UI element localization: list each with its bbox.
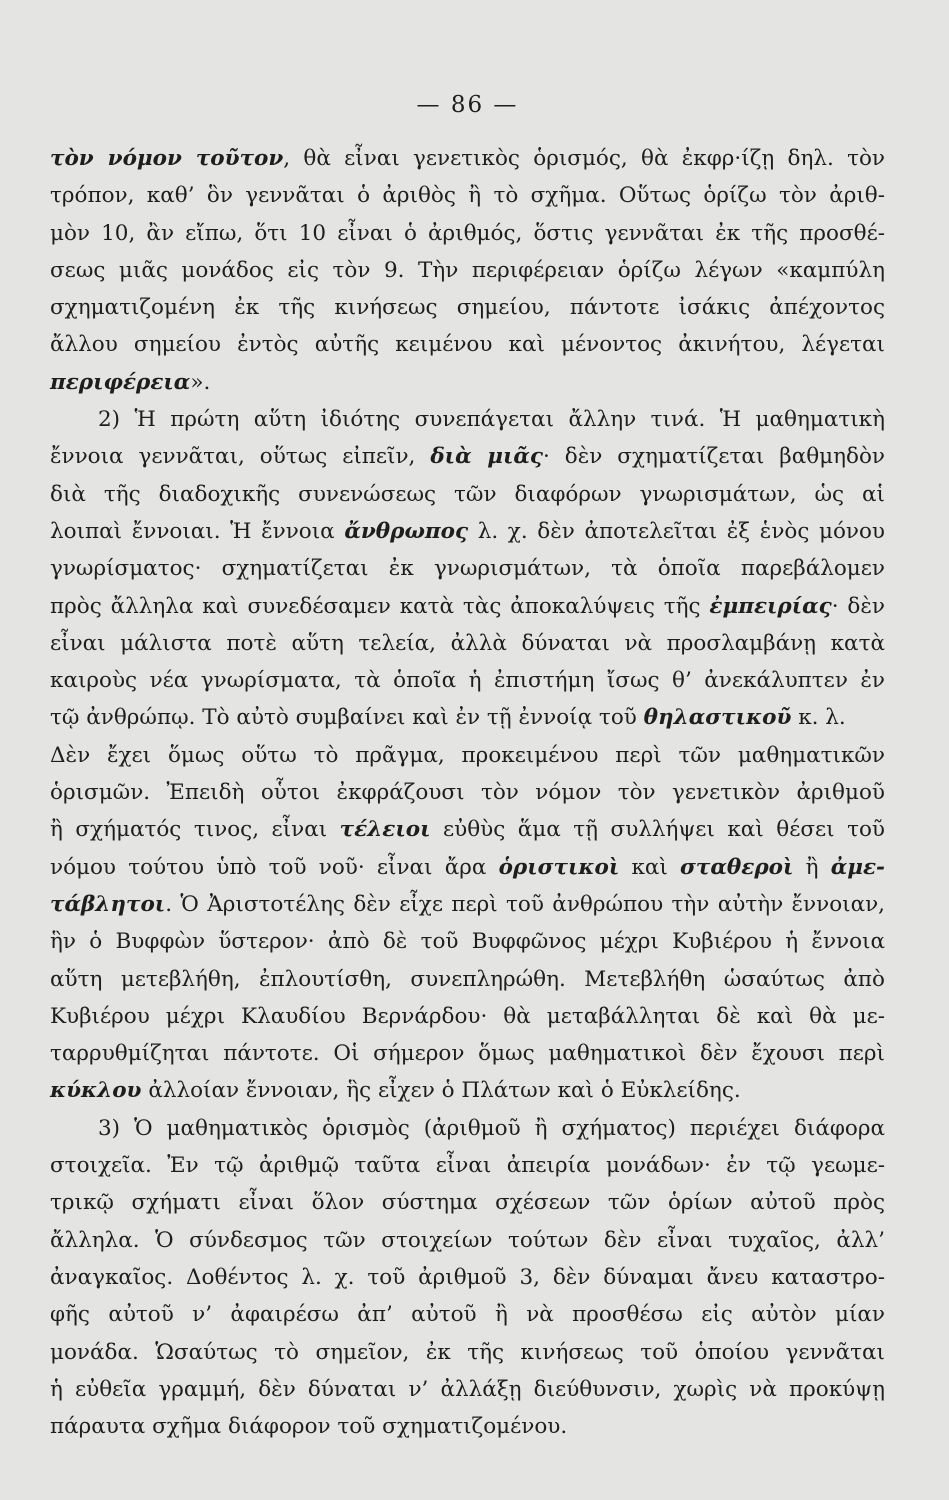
text-line [50,699,885,736]
text-line [50,252,885,289]
text-line [50,774,885,811]
text-segment: κ. λ. [791,705,846,731]
text-line [50,737,885,774]
text-line [50,886,885,923]
text-line [50,1259,885,1296]
text-segment: ἔννοια γεννᾶται, οὕτως εἰπεῖν, [50,444,431,470]
text-segment: · δὲν [831,593,885,619]
text-line [50,364,885,401]
text-segment: ἢ [793,854,831,880]
text-segment: εἶναι μάλιστα ποτὲ αὕτη τελεία, ἀλλὰ δύναται νὰ προσλαμβάνῃ κατὰ [50,630,885,656]
text-segment: σεως μιᾶς μονάδος εἰς τὸν 9. Τὴν περιφέρειαν ὁρίζω λέγων «καμπύλη [50,257,885,283]
text-segment: καὶ [619,854,681,880]
text-line [50,513,885,550]
text-line [50,476,885,513]
emphasized-term: διὰ μιᾶς [430,444,544,470]
text-segment: ἣν ὁ Βυφφὼν ὕστερον· ἀπὸ δὲ τοῦ Βυφφῶνος μέχρι Κυβιέρου ἡ ἔννοια [50,929,885,955]
text-segment: νόμου τούτου ὑπὸ τοῦ νοῦ· εἶναι ἄρα [50,854,499,880]
text-line [50,923,885,960]
emphasized-term: ἄνθρωπος [344,518,469,544]
text-line [50,1371,885,1408]
page-number: — 86 — [416,92,519,118]
text-line [50,1334,885,1371]
text-segment: ταρρυθμίζηται πάντοτε. Οἱ σήμερον ὅμως μαθηματικοὶ δὲν ἔχουσι περὶ [50,1041,885,1067]
text-segment: σχηματιζομένη ἐκ τῆς κινήσεως σημείου, πάντοτε ἰσάκις ἀπέχοντος [50,295,885,321]
text-line [50,1147,885,1184]
text-line [50,438,885,475]
text-segment: μονάδα. Ὡσαύτως τὸ σημεῖον, ἐκ τῆς κινήσεως τοῦ ὁποίου γεννᾶται [50,1339,885,1365]
text-segment: ἢ σχήματός τινος, εἶναι [50,817,340,843]
emphasized-term: ἀμε- [830,854,885,880]
text-segment: πάραυτα σχῆμα διάφορον τοῦ σχηματιζομένου. [50,1414,568,1440]
emphasized-term: σταθεροὶ [680,854,794,880]
text-line [50,140,885,177]
text-segment: εὐθὺς ἅμα τῇ συλλήψει καὶ θέσει τοῦ [430,817,885,843]
text-segment: τῷ ἀνθρώπῳ. Τὸ αὐτὸ συμβαίνει καὶ ἐν τῇ ἐννοίᾳ τοῦ [50,705,644,731]
emphasized-term: περιφέρεια [50,369,191,395]
body-text [50,140,885,1445]
text-line [50,961,885,998]
text-line [50,289,885,326]
text-segment: καιροὺς νέα γνωρίσματα, τὰ ὁποῖα ἡ ἐπιστήμη ἴσως θ’ ἀνεκάλυπτεν ἐν [50,668,885,694]
text-line [50,1072,885,1109]
text-line [50,849,885,886]
text-line [50,401,885,438]
text-line [50,1408,885,1445]
text-segment: διὰ τῆς διαδοχικῆς συνενώσεως τῶν διαφόρων γνωρισμάτων, ὡς αἱ [50,481,885,507]
text-line [50,215,885,252]
emphasized-term: κύκλου [50,1078,142,1104]
text-segment: μὸν 10, ἂν εἴπω, ὅτι 10 εἶναι ὁ ἀριθμός, ὅστις γεννᾶται ἐκ τῆς προσθέ- [50,220,885,246]
emphasized-term: ἐμπειρίας [709,593,832,619]
emphasized-term: θηλαστικοῦ [643,705,792,731]
text-segment: . Ὁ Ἀριστοτέλης δὲν εἶχε περὶ τοῦ ἀνθρώπου τὴν αὐτὴν ἔννοιαν, [165,891,885,917]
text-segment: πρὸς ἄλληλα καὶ συνεδέσαμεν κατὰ τὰς ἀποκαλύψεις τῆς [50,593,710,619]
text-line [50,1110,885,1147]
text-segment: 3) Ὁ μαθηματικὸς ὁρισμὸς (ἀριθμοῦ ἢ σχήματος) περιέχει διάφορα [98,1115,885,1141]
text-line [50,1296,885,1333]
text-line [50,1035,885,1072]
emphasized-term: τάβλητοι [50,891,166,917]
text-line [50,550,885,587]
emphasized-term: ὁριστικοὶ [498,854,620,880]
text-segment: λοιπαὶ ἔννοιαι. Ἡ ἔννοια [50,518,345,544]
text-segment: , θὰ εἶναι γενετικὸς ὁρισμός, θὰ ἐκφρ·ίζῃ δηλ. τὸν [283,146,885,171]
text-segment: ἄλληλα. Ὁ σύνδεσμος τῶν στοιχείων τούτων δὲν εἶναι τυχαῖος, ἀλλ’ [50,1227,885,1253]
text-segment: τρικῷ σχήματι εἶναι ὅλον σύστημα σχέσεων τῶν ὁρίων αὐτοῦ πρὸς [50,1190,885,1216]
text-line [50,662,885,699]
text-line [50,177,885,214]
text-segment: φῆς αὐτοῦ ν’ ἀφαιρέσω ἀπ’ αὐτοῦ ἢ νὰ προσθέσω εἰς αὐτὸν μίαν [50,1302,885,1328]
text-line [50,811,885,848]
text-segment: · δὲν σχηματίζεται βαθμηδὸν [543,444,885,470]
text-line [50,326,885,363]
text-segment: στοιχεῖα. Ἐν τῷ ἀριθμῷ ταῦτα εἶναι ἀπειρία μονάδων· ἐν τῷ γεωμε- [50,1153,885,1179]
text-segment: λ. χ. δὲν ἀποτελεῖται ἐξ ἑνὸς μόνου [468,518,886,544]
text-segment: ἀναγκαῖος. Δοθέντος λ. χ. τοῦ ἀριθμοῦ 3, δὲν δύναμαι ἄνευ καταστρο- [50,1264,885,1290]
text-segment: ἀλλοίαν ἔννοιαν, ἣς εἶχεν ὁ Πλάτων καὶ ὁ Εὐκλείδης. [141,1078,741,1104]
text-line [50,998,885,1035]
text-segment: Κυβιέρου μέχρι Κλαυδίου Βερνάρδου· θὰ μεταβάλληται δὲ καὶ θὰ με- [50,1003,885,1029]
emphasized-term: τέλειοι [339,817,431,843]
text-segment: ὁρισμῶν. Ἐπειδὴ οὗτοι ἐκφράζουσι τὸν νόμον τὸν γενετικὸν ἀριθμοῦ [50,780,885,806]
text-segment: ». [190,369,211,395]
text-line [50,625,885,662]
text-segment: ἄλλου σημείου ἐντὸς αὐτῆς κειμένου καὶ μένοντος ἀκινήτου, λέγεται [50,332,885,358]
emphasized-term: τὸν νόμον τοῦτον [50,146,284,171]
text-line [50,1184,885,1221]
text-segment: ἡ εὐθεῖα γραμμή, δὲν δύναται ν’ ἀλλάξῃ διεύθυνσιν, χωρὶς νὰ προκύψῃ [50,1376,885,1402]
text-segment: αὕτη μετεβλήθη, ἐπλουτίσθη, συνεπληρώθη. Μετεβλήθη ὡσαύτως ἀπὸ [50,966,885,992]
text-line [50,588,885,625]
text-segment: Δὲν ἔχει ὅμως οὕτω τὸ πρᾶγμα, προκειμένου περὶ τῶν μαθηματικῶν [50,742,885,768]
text-segment: 2) Ἡ πρώτη αὕτη ἰδιότης συνεπάγεται ἄλλην τινά. Ἡ μαθηματικὴ [98,407,885,433]
text-segment: γνωρίσματος· σχηματίζεται ἐκ γνωρισμάτων, τὰ ὁποῖα παρεβάλομεν [50,556,885,582]
text-segment: τρόπον, καθ’ ὃν γεννᾶται ὁ ἀριθὸς ἢ τὸ σχῆμα. Οὕτως ὁρίζω τὸν ἀριθ- [50,183,885,209]
text-line [50,1222,885,1259]
